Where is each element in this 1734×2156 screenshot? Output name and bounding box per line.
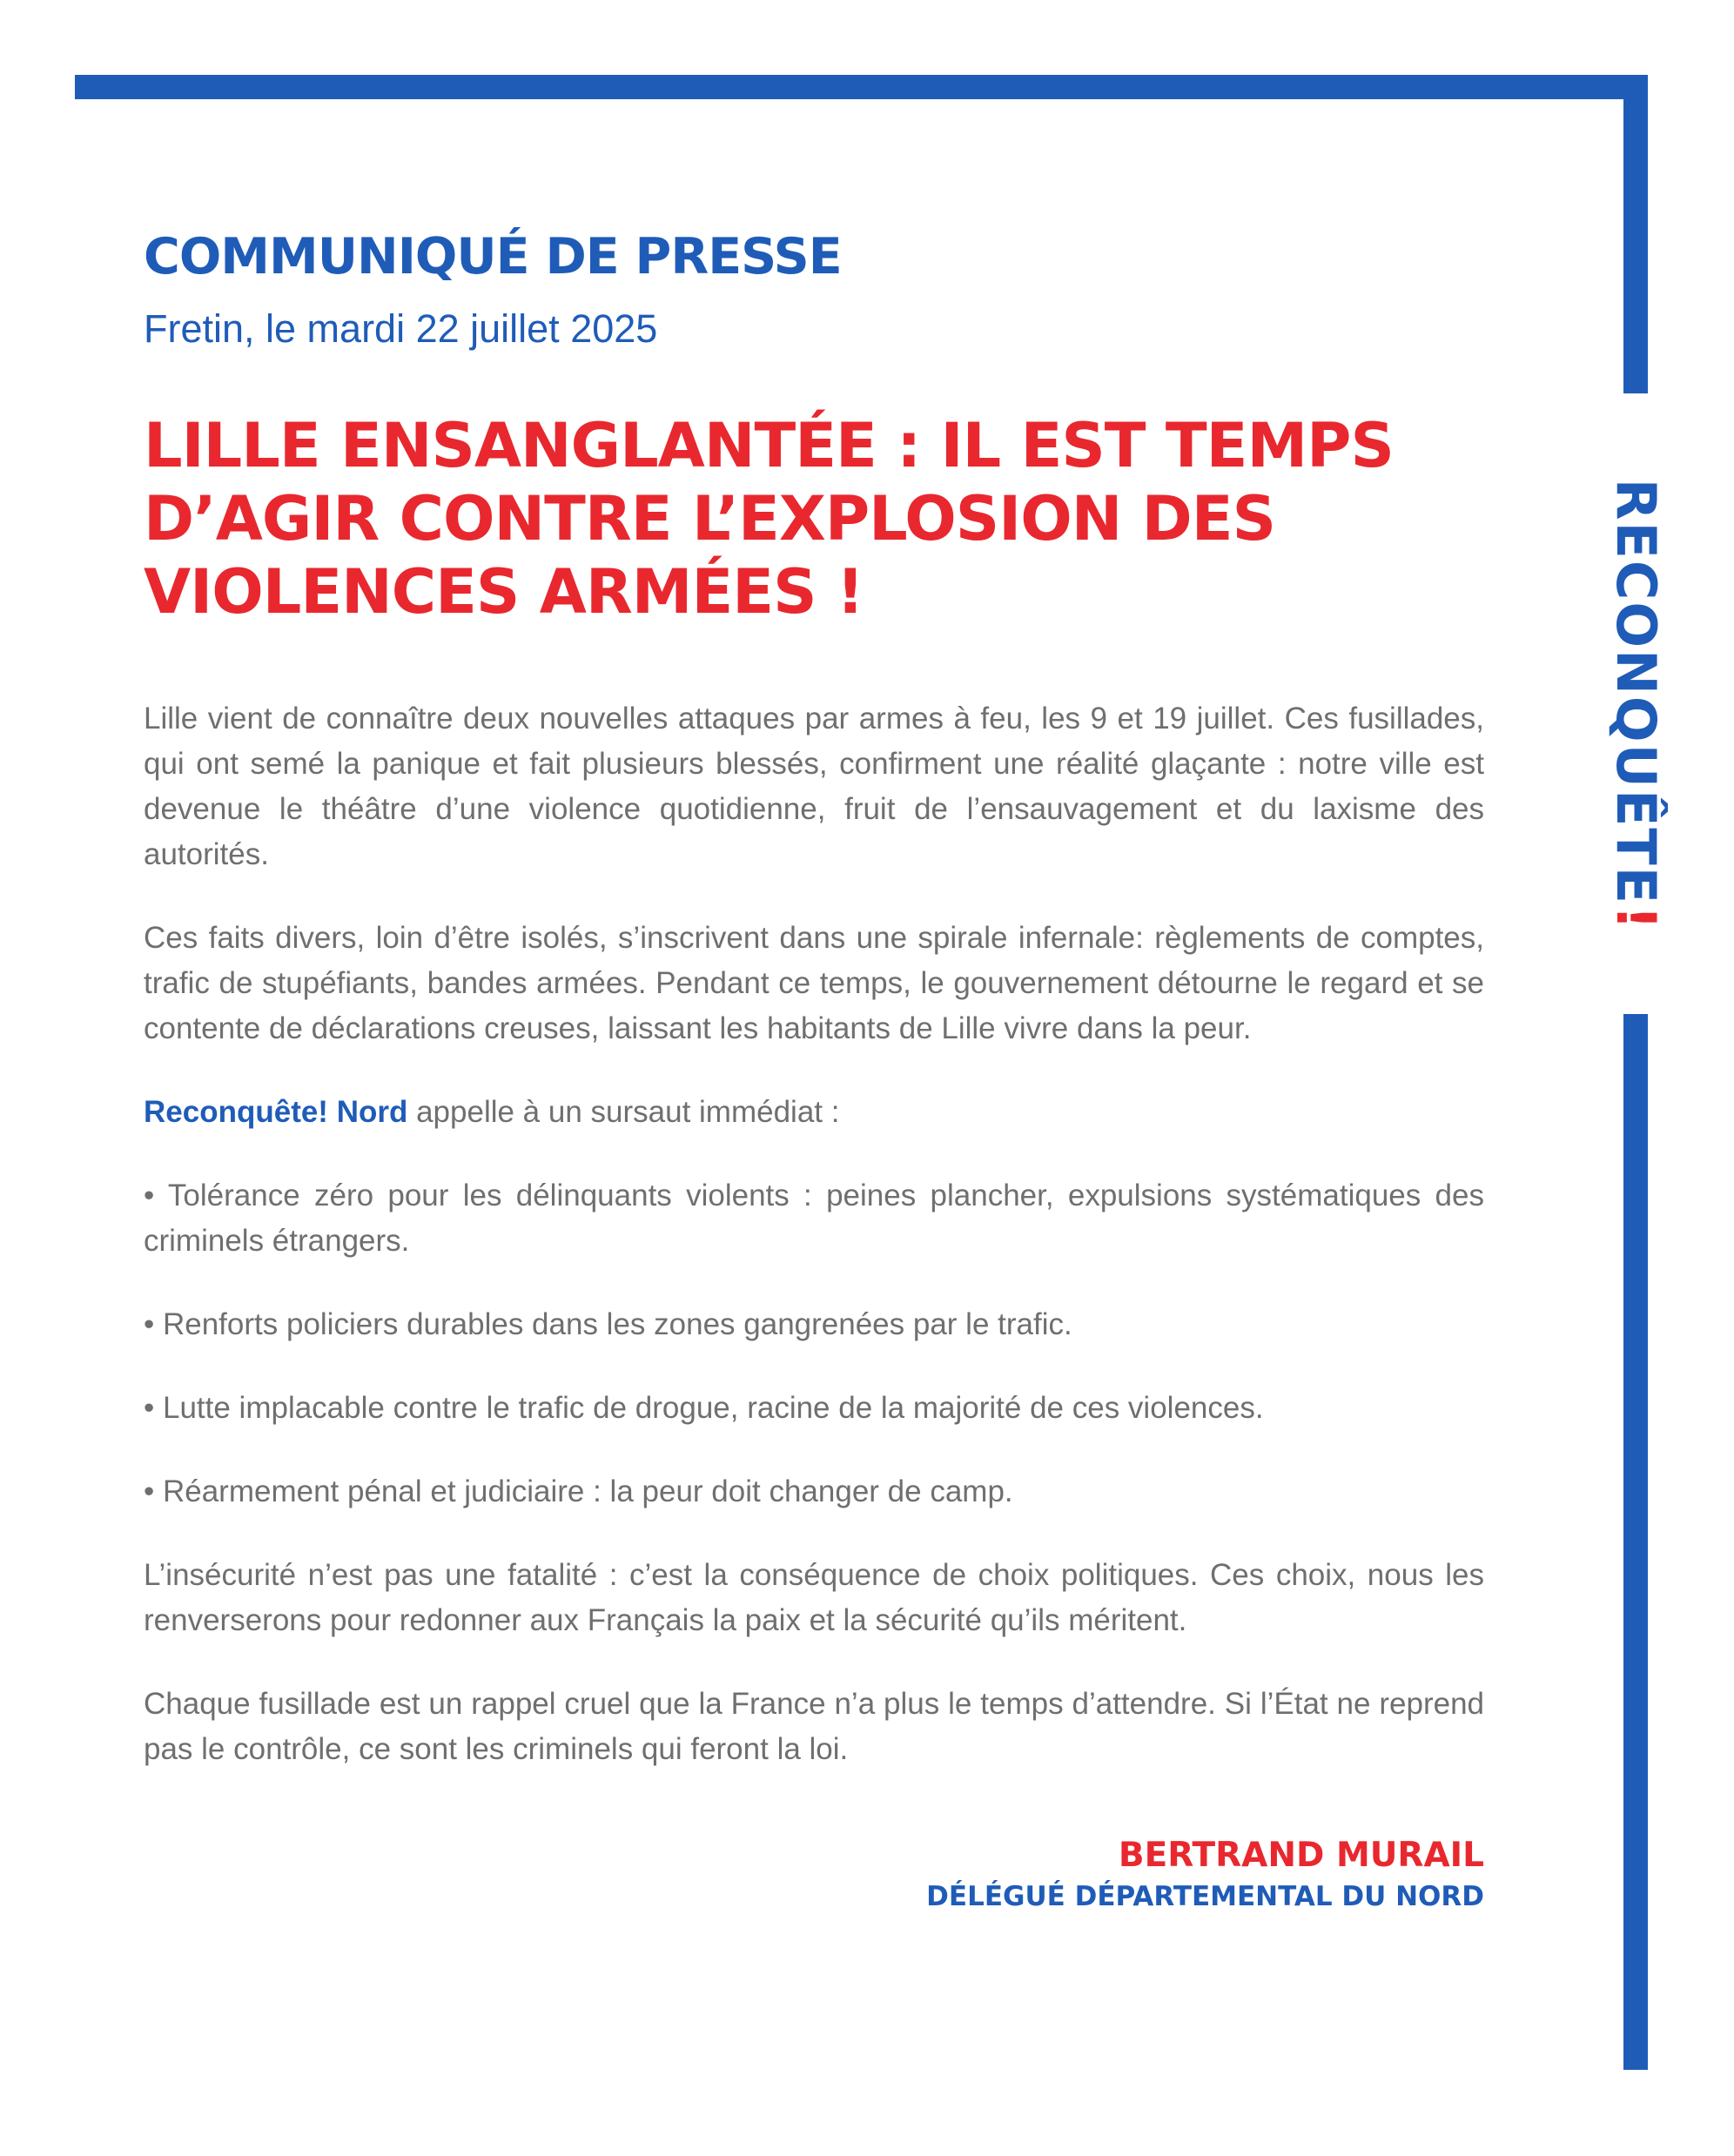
paragraph-intro: Lille vient de connaître deux nouvelles attaques par armes à feu, les 9 et 19 juillet. Ces fusillades, qui ont semé la panique et fait plusieurs blessés, confirment une réalité glaçante : notre ville est devenue le théâtre d’une violence quotidienne, fruit de l’ensauvagement et du laxisme des autorités. — [144, 702, 1484, 871]
reconquete-logo — [1604, 478, 1668, 932]
list-item-zero-tolerance: • Tolérance zéro pour les délinquants violents : peines plancher, expulsions systématiques des criminels étrangers. — [144, 1179, 1484, 1258]
dateline: Fretin, le mardi 22 juillet 2025 — [144, 306, 658, 351]
paragraph-political-choices: L’insécurité n’est pas une fatalité : c’est la conséquence de choix politiques. Ces choix, nous les renverserons pour redonner aux Français la paix et la sécurité qu’ils méritent. — [144, 1558, 1484, 1637]
organization-name: Reconquête! Nord — [144, 1095, 408, 1129]
body-text — [144, 696, 1484, 1810]
list-item-judicial-rearmament: • Réarmement pénal et judiciaire : la peur doit changer de camp. — [144, 1474, 1013, 1508]
paragraph-call-to-action — [144, 1090, 1484, 1135]
list-item-drug-trafficking: • Lutte implacable contre le trafic de drogue, racine de la majorité de ces violences. — [144, 1391, 1264, 1425]
document-type-heading: COMMUNIQUÉ DE PRESSE — [144, 228, 842, 285]
headline: LILLE ENSANGLANTÉE : IL EST TEMPS D’AGIR CONTRE L’EXPLOSION DES VIOLENCES ARMÉES ! — [144, 410, 1394, 628]
logo-wordmark: RECONQUÊTE — [1604, 478, 1668, 905]
frame-right-bar-upper — [1623, 75, 1648, 393]
signatory-title: DÉLÉGUÉ DÉPARTEMENTAL DU NORD — [926, 1881, 1484, 1912]
frame-top-bar — [75, 75, 1648, 99]
list-item-police-reinforcements: • Renforts policiers durables dans les zones gangrenées par le trafic. — [144, 1307, 1072, 1341]
signatory-name: BERTRAND MURAIL — [1118, 1836, 1484, 1875]
frame-right-bar-lower — [1623, 1014, 1648, 2070]
paragraph-conclusion: Chaque fusillade est un rappel cruel que la France n’a plus le temps d’attendre. Si l’État ne reprend pas le contrôle, ce sont les criminels qui feront la loi. — [144, 1687, 1484, 1766]
paragraph-context: Ces faits divers, loin d’être isolés, s’inscrivent dans une spirale infernale: règlements de comptes, trafic de stupéfiants, bandes armées. Pendant ce temps, le gouvernement détourne le regard et se contente de déclarations creuses, laissant les habitants de Lille vivre dans la peur. — [144, 921, 1484, 1045]
signature-block — [926, 1835, 1484, 1917]
logo-exclamation-mark: ! — [1604, 904, 1668, 932]
call-to-action-text: appelle à un sursaut immédiat : — [407, 1095, 840, 1129]
